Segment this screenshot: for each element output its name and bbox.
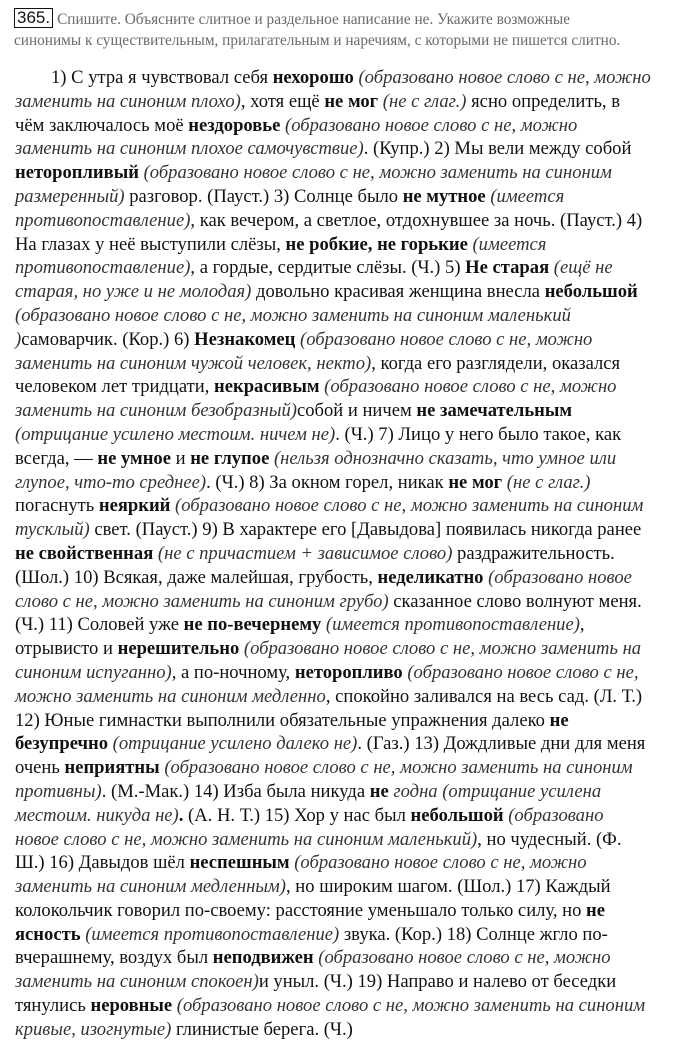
- text-line: [15, 828, 695, 852]
- bold-term: нездоровье: [188, 114, 281, 136]
- bold-term: неспешным: [189, 852, 290, 874]
- text-line: [15, 685, 695, 709]
- exercise-number-badge: 365.: [14, 8, 53, 28]
- text-run: собой и ничем: [296, 400, 417, 422]
- text-run: На глазах у неё выступили слёзы,: [15, 233, 286, 255]
- text-line: [15, 161, 695, 185]
- italic-explanation: (образовано новое слово с не, можно: [319, 376, 617, 398]
- text-run: всегда, —: [15, 447, 98, 469]
- text-line: [15, 780, 695, 804]
- text-line: [15, 375, 695, 399]
- italic-explanation: противопоставление): [15, 257, 191, 279]
- text-run: . (Ч.) 8) За окном горел, никак: [206, 471, 449, 493]
- text-run: , когда его разглядели, оказался: [371, 352, 621, 374]
- italic-explanation: (образовано новое слово с не, можно: [313, 947, 611, 969]
- text-line: [15, 756, 695, 780]
- bold-term: небольшой: [544, 281, 638, 303]
- text-line: [15, 280, 695, 304]
- text-run: . (М.-Мак.) 14) Изба была никуда: [101, 780, 370, 802]
- text-line: [15, 732, 695, 756]
- text-run: и уныл. (Ч.) 19) Направо и налево от беседки: [258, 971, 617, 993]
- exercise-body: [15, 66, 695, 1042]
- italic-explanation: противны): [15, 780, 102, 802]
- italic-explanation: ): [15, 328, 22, 350]
- exercise-header: [14, 8, 694, 51]
- italic-explanation: (имеется противопоставление): [80, 923, 340, 945]
- instruction-text: синонимы к существительным, прилагательным и наречиям, с которыми не пишется слитно.: [14, 32, 621, 49]
- text-run: . (Газ.) 13) Дождливые дни для меня: [357, 733, 646, 755]
- text-line: [15, 709, 695, 733]
- text-line: [15, 471, 695, 495]
- text-run: вчерашнему, воздух был: [15, 947, 213, 969]
- bold-term: не мог: [448, 471, 503, 493]
- text-line: [15, 209, 695, 233]
- italic-explanation: старая, но уже и не молодая): [15, 281, 252, 303]
- italic-explanation: кривые, изогнутые): [15, 1018, 172, 1040]
- italic-explanation: заменить на синоним безобразный): [15, 400, 297, 422]
- italic-explanation: местоим. никуда не): [15, 804, 179, 826]
- text-line: [15, 399, 695, 423]
- italic-explanation: (ещё не: [549, 257, 613, 279]
- bold-term: Незнакомец: [194, 328, 296, 350]
- text-line: [15, 114, 695, 138]
- italic-explanation: (образовано новое слово с не, можно заменить на синоним: [138, 162, 612, 184]
- italic-explanation: (отрицание усилено далеко не): [108, 733, 358, 755]
- instruction-text: Спишите. Объясните слитное и раздельное написание не. Укажите возможные: [57, 11, 570, 28]
- text-run: ясно определить, в: [466, 90, 621, 112]
- text-run: , как вечером, а светлое, отдохнувшее за ночь. (Пауст.) 4): [190, 209, 643, 231]
- text-line: [15, 804, 695, 828]
- italic-explanation: (имеется: [467, 233, 547, 255]
- text-line: [15, 352, 695, 376]
- bold-term: не замечательным: [416, 400, 573, 422]
- text-line: [15, 566, 695, 590]
- text-run: , но чудесный. (Ф.: [477, 828, 622, 850]
- italic-explanation: (имеется противопоставление): [321, 614, 580, 636]
- italic-explanation: заменить на синоним медленным): [15, 876, 286, 898]
- text-run: глинистые берега. (Ч.): [171, 1018, 353, 1040]
- bold-term: не робкие, не горькие: [285, 233, 468, 255]
- text-run: очень: [15, 757, 65, 779]
- bold-term: неторопливый: [15, 162, 139, 184]
- text-line: [15, 946, 695, 970]
- text-line: [15, 328, 695, 352]
- bold-term: не: [549, 709, 569, 731]
- italic-explanation: (образовано новое слово с не,: [402, 661, 639, 683]
- bold-term: не: [586, 899, 606, 921]
- text-line: [15, 90, 695, 114]
- bold-term: неровные: [90, 995, 173, 1017]
- text-run: , но широким шагом. (Шол.) 17) Каждый: [286, 876, 611, 898]
- text-run: ,: [579, 614, 585, 636]
- instruction-line-1: [14, 8, 694, 30]
- italic-explanation: синоним испуганно): [15, 661, 172, 683]
- text-run: 1) С утра я чувствовал себя: [51, 67, 273, 88]
- text-line: [15, 494, 695, 518]
- bold-term: безупречно: [15, 733, 109, 755]
- italic-explanation: (образовано новое слово с не, можно: [353, 67, 651, 88]
- bold-term: неприятны: [64, 757, 160, 779]
- text-line: [15, 661, 695, 685]
- text-run: . (Ч.) 7) Лицо у него было такое, как: [335, 423, 622, 445]
- text-run: чём заключалось моё: [15, 114, 189, 136]
- bold-term: не умное: [97, 447, 171, 469]
- text-run: отрывисто и: [15, 638, 118, 660]
- italic-explanation: заменить на синоним плохо): [15, 90, 241, 112]
- text-run: (Ч.) 11) Соловей уже: [15, 614, 184, 636]
- text-run: человеком лет тридцати,: [15, 376, 215, 398]
- text-run: сказанное слово волнуют меня.: [388, 590, 642, 612]
- text-line: [15, 542, 695, 566]
- text-run: погаснуть: [15, 495, 99, 517]
- bold-term: не мог: [324, 90, 379, 112]
- instruction-line-2: [14, 30, 694, 51]
- text-line: [15, 590, 695, 614]
- italic-explanation: (образовано новое слово с не, можно заменить на синоним маленький: [15, 304, 571, 326]
- italic-explanation: (нельзя однозначно сказать, что умное или: [269, 447, 617, 469]
- bold-term: нерешительно: [117, 638, 240, 660]
- text-line: [15, 256, 695, 280]
- italic-explanation: заменить на синоним спокоен): [15, 971, 259, 993]
- text-line: [15, 923, 695, 947]
- italic-explanation: (образовано новое слово с не, можно: [295, 328, 593, 350]
- italic-explanation: новое слово с не, можно заменить на синоним маленький): [15, 828, 478, 850]
- bold-term: неподвижен: [212, 947, 314, 969]
- text-line: [15, 304, 695, 328]
- text-run: самоварчик. (Кор.) 6): [21, 328, 195, 350]
- italic-explanation: (образовано новое: [483, 566, 632, 588]
- text-line: [15, 137, 695, 161]
- text-line: [15, 233, 695, 257]
- bold-term: не: [369, 780, 389, 802]
- text-run: и: [170, 447, 191, 469]
- bold-term: ясность: [15, 923, 81, 945]
- italic-explanation: размеренный): [15, 185, 125, 207]
- text-line: [15, 994, 695, 1018]
- text-line: [15, 899, 695, 923]
- bold-term: не мутное: [402, 185, 486, 207]
- italic-explanation: противопоставление): [15, 209, 191, 231]
- italic-explanation: заменить на синоним плохое самочувствие): [15, 138, 364, 160]
- text-run: (А. Н. Т.) 15) Хор у нас был: [183, 804, 411, 826]
- italic-explanation: (образовано: [503, 804, 604, 826]
- italic-explanation: (образовано новое слово с не, можно заменить на синоним: [159, 757, 633, 779]
- text-line: [15, 851, 695, 875]
- text-run: , а гордые, сердитые слёзы. (Ч.) 5): [190, 257, 466, 279]
- bold-term: не свойственная: [15, 542, 154, 564]
- italic-explanation: годна (отрицание усилена: [388, 780, 602, 802]
- text-line: [15, 447, 695, 471]
- text-run: , хотя ещё: [240, 90, 325, 112]
- bold-term: небольшой: [410, 804, 504, 826]
- text-run: раздражительность.: [452, 542, 615, 564]
- italic-explanation: (имеется: [485, 185, 565, 207]
- bold-term: Не старая: [465, 257, 550, 279]
- text-line: [15, 185, 695, 209]
- text-run: Ш.) 16) Давыдов шёл: [15, 852, 190, 874]
- italic-explanation: глупое, что-то среднее): [15, 471, 207, 493]
- text-run: , а по-ночному,: [171, 661, 295, 683]
- text-run: . (Купр.) 2) Мы вели между собой: [363, 138, 632, 160]
- text-run: звука. (Кор.) 18) Солнце жгло по-: [339, 923, 608, 945]
- text-run: довольно красивая женщина внесла: [251, 281, 545, 303]
- text-run: разговор. (Пауст.) 3) Солнце было: [124, 185, 403, 207]
- text-run: , спокойно заливался на весь сад. (Л. Т.): [325, 685, 643, 707]
- text-line: [15, 970, 695, 994]
- italic-explanation: заменить на синоним чужой человек, некто): [15, 352, 372, 374]
- text-line: [15, 66, 695, 90]
- text-line: [15, 875, 695, 899]
- text-line: [15, 1018, 695, 1042]
- italic-explanation: (образовано новое слово с не, можно: [280, 114, 578, 136]
- italic-explanation: (не с глаг.): [378, 90, 467, 112]
- italic-explanation: (образовано новое слово с не, можно: [289, 852, 587, 874]
- text-line: [15, 613, 695, 637]
- italic-explanation: (образовано новое слово с не, можно заменить на синоним: [170, 495, 644, 517]
- italic-explanation: (не с причастием + зависимое слово): [153, 542, 453, 564]
- text-run: тянулись: [15, 995, 91, 1017]
- italic-explanation: (отрицание усилено местоим. ничем не): [15, 423, 336, 445]
- text-run: 12) Юные гимнастки выполнили обязательные упражнения далеко: [15, 709, 550, 731]
- italic-explanation: (образовано новое слово с не, можно заменить на синоним: [172, 995, 646, 1017]
- bold-term: .: [178, 804, 184, 826]
- text-run: (Шол.) 10) Всякая, даже малейшая, грубость,: [15, 566, 378, 588]
- italic-explanation: (образовано новое слово с не, можно заменить на: [239, 638, 642, 660]
- text-line: [15, 637, 695, 661]
- bold-term: нехорошо: [272, 67, 354, 88]
- italic-explanation: (не с глаг.): [502, 471, 591, 493]
- bold-term: неторопливо: [294, 661, 403, 683]
- italic-explanation: слово с не, можно заменить на синоним грубо): [15, 590, 389, 612]
- text-run: свет. (Пауст.) 9) В характере его [Давыдова] появилась никогда ранее: [89, 519, 642, 541]
- italic-explanation: можно заменить на синоним медленно: [15, 685, 326, 707]
- bold-term: неяркий: [98, 495, 171, 517]
- italic-explanation: тусклый): [15, 519, 90, 541]
- bold-term: неделикатно: [377, 566, 484, 588]
- text-line: [15, 423, 695, 447]
- bold-term: некрасивым: [214, 376, 320, 398]
- bold-term: не глупое: [190, 447, 270, 469]
- bold-term: не по-вечернему: [183, 614, 322, 636]
- text-line: [15, 518, 695, 542]
- text-run: колокольчик говорил по-своему: расстояние уменьшало только силу, но: [15, 899, 587, 921]
